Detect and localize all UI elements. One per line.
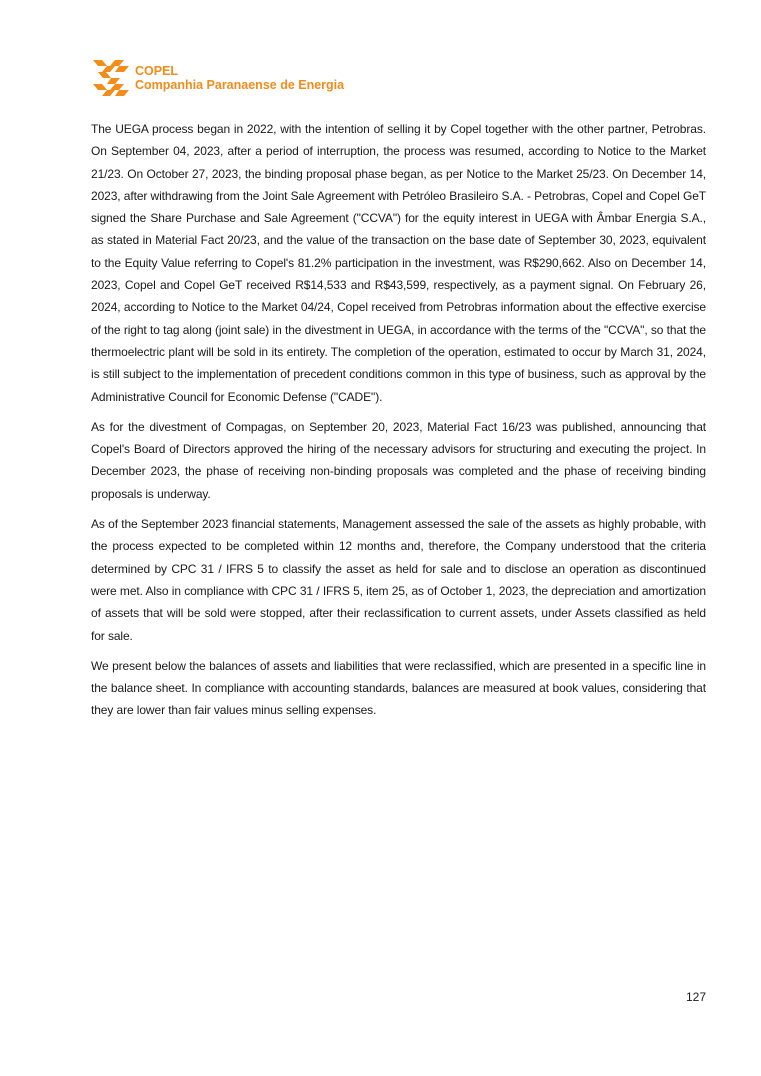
page-header	[93, 60, 344, 96]
paragraph-balances: We present below the balances of assets and liabilities that were reclassified, which are presented in a specific line in the balance sheet. In compliance with accounting standards, balances are measured at book values, considering that they are lower than fair values minus selling expenses.	[91, 658, 706, 718]
paragraph-financial-statements: As of the September 2023 financial statements, Management assessed the sale of the assets as highly probable, with the process expected to be completed within 12 months and, therefore, the Company understood that the criteria determined by CPC 31 / IFRS 5 to classify the asset as held for sale and to disclose an operation as discontinued were met. Also in compliance with CPC 31 / IFRS 5, item 25, as of October 1, 2023, the depreciation and amortization of assets that will be sold were stopped, after their reclassification to current assets, under Assets classified as held for sale.	[91, 517, 706, 643]
page-number: 127	[685, 990, 706, 1004]
paragraph-uega: The UEGA process began in 2022, with the intention of selling it by Copel together with the other partner, Petrobras. On September 04, 2023, after a period of interruption, the process was resumed, according to Notice to the Market 21/23. On October 27, 2023, the binding proposal phase began, as per Notice to the Market 25/23. On December 14, 2023, after withdrawing from the Joint Sale Agreement with Petróleo Brasileiro S.A. - Petrobras, Copel and Copel GeT signed the Share Purchase and Sale Agreement ("CCVA") for the equity interest in UEGA with Âmbar Energia S.A., as stated in Material Fact 20/23, and the value of the transaction on the base date of September 30, 2023, equivalent to the Equity Value referring to Copel's 81.2% participation in the investment, was R$290,662. Also on December 14, 2023, Copel and Copel GeT received R$14,533 and R$43,599, respectively, as a payment signal. On February 26, 2024, according to Notice to the Market 04/24, Copel received from Petrobras information about the effective exercise of the right to tag along (joint sale) in the divestment in UEGA, in accordance with the terms of the "CCVA", so that the thermoelectric plant will be sold in its entirety. The completion of the operation, estimated to occur by March 31, 2024, is still subject to the implementation of precedent conditions common in this type of business, such as approval by the Administrative Council for Economic Defense ("CADE").	[91, 122, 706, 404]
company-name	[135, 64, 344, 92]
company-short-name: COPEL	[135, 64, 179, 78]
document-body	[91, 118, 706, 730]
company-full-name: Companhia Paranaense de Energia	[135, 78, 345, 92]
copel-logo-icon	[93, 60, 129, 96]
paragraph-compagas: As for the divestment of Compagas, on September 20, 2023, Material Fact 16/23 was published, announcing that Copel's Board of Directors approved the hiring of the necessary advisors for structuring and executing the project. In December 2023, the phase of receiving non-binding proposals was completed and the phase of receiving binding proposals is underway.	[91, 419, 706, 501]
